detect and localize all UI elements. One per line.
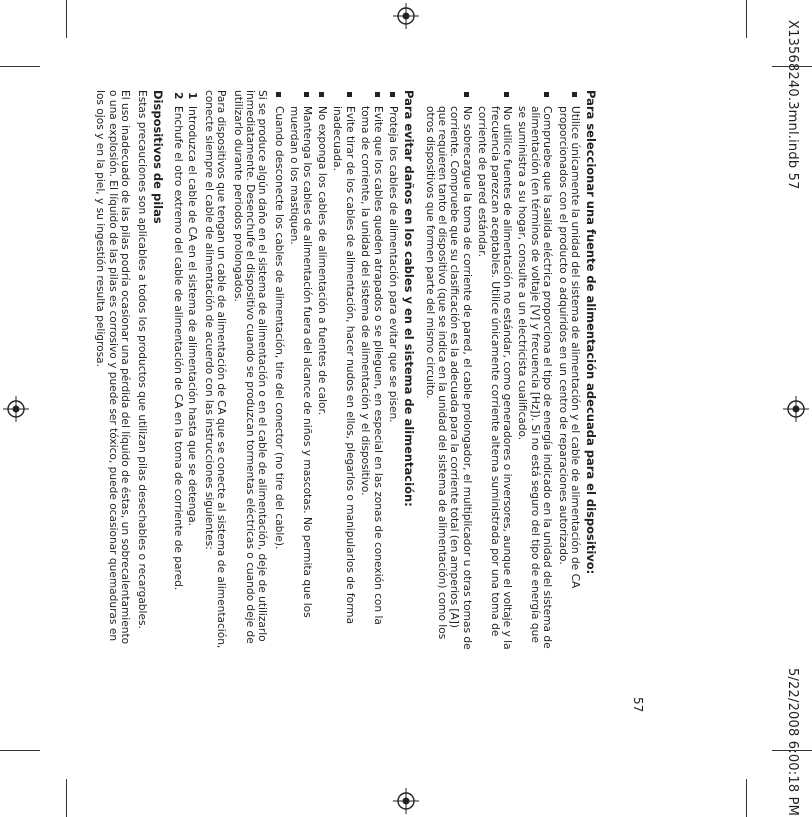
crop-mark bbox=[0, 750, 40, 751]
step-text: Introduzca el cable de CA en el sistema de alimentación hasta que se detenga. bbox=[186, 106, 199, 527]
list-item: No utilice fuentes de alimentación no estándar, como generadores o inversores, aunque el voltaje y la frecuencia parezcan aceptables. Utilice únicamente corriente alterna suministrada por una toma de corriente de pared estándar. bbox=[476, 90, 513, 650]
list-item: Mantenga los cables de alimentación fuera del alcance de niños y mascotas. No permita que los muerdan o los mastiquen. bbox=[288, 90, 313, 650]
section-heading-cable-damage: Para evitar daños en los cables y en el sistema de alimentación: bbox=[402, 90, 417, 507]
bullet-list bbox=[272, 90, 399, 650]
crop-mark bbox=[0, 66, 40, 67]
crop-mark bbox=[66, 779, 67, 817]
crop-mark bbox=[66, 0, 67, 38]
rotated-page bbox=[91, 0, 651, 817]
step-item bbox=[172, 90, 184, 650]
list-item: No exponga los cables de alimentación a fuentes de calor. bbox=[316, 90, 328, 650]
section-heading-battery-devices: Dispositivos de pilas bbox=[150, 90, 165, 224]
paragraph: El uso inadecuado de las pilas podría ocasionar una pérdida del líquido de éstas, un sobrecalentamiento o una explosión. El líquido de las pilas es corrosivo y puede ser tóxico, puede ocasionar quemaduras en los ojos y en la piel, y su ingestión resulta peligrosa. bbox=[94, 90, 132, 645]
numbered-steps bbox=[172, 90, 199, 650]
step-number: 1 bbox=[186, 92, 199, 100]
page bbox=[91, 90, 651, 713]
list-item: No sobrecargue la toma de corriente de pared, el cable prolongador, el multiplicador u otras tomas de corriente. Compruebe que su clasificación es la adecuada para la corriente total (en amperios [A]) que requieren tanto el dispositivo (que se indica en la unidad del sistema de alimentación) como los otros dispositivos que formen parte del mismo circuito. bbox=[423, 90, 473, 650]
list-item: Cuando desconecte los cables de alimentación, tire del conector (no tire del cable). bbox=[272, 90, 284, 650]
section-heading-power-source: Para seleccionar una fuente de alimentación adecuada para el dispositivo: bbox=[584, 90, 598, 575]
crop-mark bbox=[746, 0, 747, 38]
list-item: Proteja los cables de alimentación para evitar que se pisen. bbox=[387, 90, 399, 650]
page-number: 57 bbox=[631, 697, 645, 713]
step-item bbox=[186, 90, 198, 650]
bullet-list bbox=[423, 90, 581, 650]
slug-timestamp: 5/22/2008 6:00:18 PM bbox=[785, 668, 800, 817]
list-item: Evite que los cables queden atrapados o se plieguen, en especial en las zonas de conexión con la toma de corriente, la unidad del sistema de alimentación y el dispositivo. bbox=[359, 90, 384, 650]
page-content bbox=[90, 90, 597, 650]
list-item: Utilice únicamente la unidad del sistema de alimentación y el cable de alimentación de CA proporcionados con el producto o adquiridos en un centro de reparaciones autorizado. bbox=[556, 90, 581, 650]
list-item: Compruebe que la salida eléctrica proporciona el tipo de energía indicado en la unidad del sistema de alimentación (en términos de voltaje [V] y frecuencia [Hz]). Si no está seguro del tipo de energía que se suministra a su hogar, consulte a un electricista cualificado. bbox=[516, 90, 553, 650]
slug-file-name: X13568240.3mnl.indb 57 bbox=[785, 20, 800, 190]
paragraph: Si se produce algún daño en el sistema de alimentación o en el cable de alimentación, deje de utilizarlo inmediatamente. Desenchufe el dispositivo cuando se produzcan tormentas eléctricas o cuando deje de utilizarlo durante periodos prolongados. bbox=[231, 90, 269, 644]
list-item: Evite tirar de los cables de alimentación, hacer nudos en ellos, plegarlos o manipularlos de forma inadecuada. bbox=[331, 90, 356, 650]
paragraph: Estas precauciones son aplicables a todos los productos que utilizan pilas desechables o recargables. bbox=[135, 90, 148, 629]
crop-mark bbox=[746, 779, 747, 817]
registration-mark-icon bbox=[3, 396, 29, 422]
paragraph: Para dispositivos que tengan un cable de alimentación de CA que se conecte al sistema de alimentación, conecte siempre el cable de alimentación de acuerdo con las instrucciones siguientes: bbox=[202, 90, 228, 649]
step-text: Enchufe el otro extremo del cable de alimentación de CA en la toma de corriente de pared. bbox=[172, 106, 185, 591]
step-number: 2 bbox=[172, 92, 185, 100]
print-slug bbox=[777, 0, 807, 817]
